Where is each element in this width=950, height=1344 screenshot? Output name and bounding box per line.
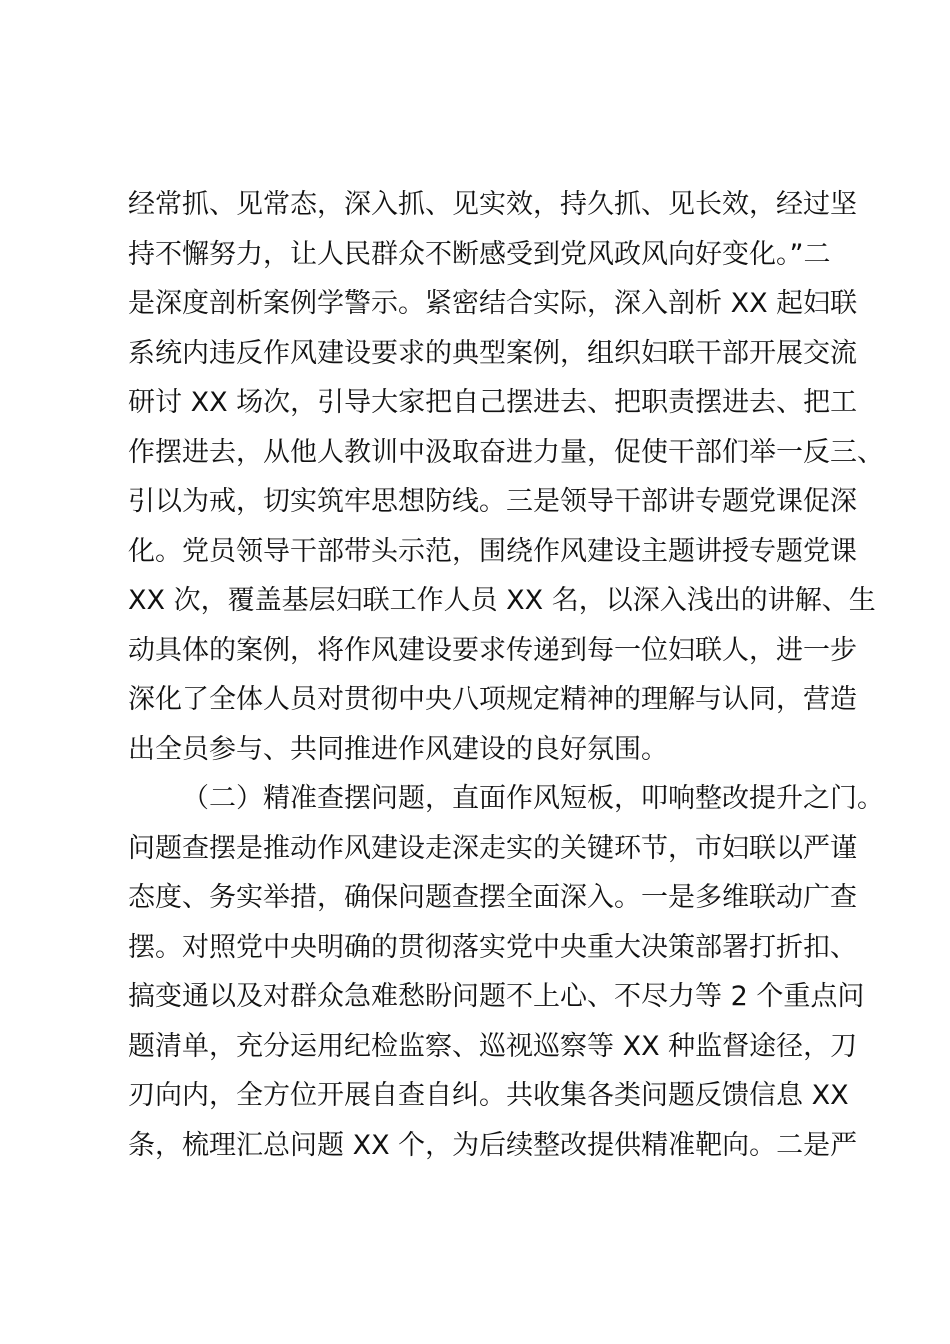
text-line: XX 次，覆盖基层妇联工作人员 XX 名，以深入浅出的讲解、生 <box>128 585 876 616</box>
text-line: 态度、务实举措，确保问题查摆全面深入。一是多维联动广查 <box>128 882 857 913</box>
text-line: 化。党员领导干部带头示范，围绕作风建设主题讲授专题党课 <box>128 535 857 567</box>
text-line: 引以为戒，切实筑牢思想防线。三是领导干部讲专题党课促深 <box>128 486 857 517</box>
paragraph-2 <box>128 774 884 1170</box>
text-line: 刃向内，全方位开展自查自纠。共收集各类问题反馈信息 XX <box>128 1080 849 1111</box>
text-line: 作摆进去，从他人教训中汲取奋进力量，促使干部们举一反三、 <box>128 436 884 468</box>
text-line: 经常抓、见常态，深入抓、见实效，持久抓、见长效，经过坚 <box>128 189 857 220</box>
section-heading: （二）精准查摆问题，直面作风短板，叩响整改提升之门。 <box>182 783 884 814</box>
text-line: 摆。对照党中央明确的贯彻落实党中央重大决策部署打折扣、 <box>128 931 857 963</box>
text-line: 问题查摆是推动作风建设走深走实的关键环节，市妇联以严谨 <box>128 832 857 864</box>
paragraph-1 <box>128 180 884 774</box>
text-line: 搞变通以及对群众急难愁盼问题不上心、不尽力等 2 个重点问 <box>128 981 865 1012</box>
text-line: 深化了全体人员对贯彻中央八项规定精神的理解与认同，营造 <box>128 684 857 715</box>
text-line: 条，梳理汇总问题 XX 个，为后续整改提供精准靶向。二是严 <box>128 1129 858 1161</box>
text-line: 出全员参与、共同推进作风建设的良好氛围。 <box>128 733 668 765</box>
document-body <box>128 180 884 1170</box>
text-line: 题清单，充分运用纪检监察、巡视巡察等 XX 种监督途径，刀 <box>128 1030 858 1062</box>
text-line: 动具体的案例，将作风建设要求传递到每一位妇联人，进一步 <box>128 634 857 666</box>
text-line: 系统内违反作风建设要求的典型案例，组织妇联干部开展交流 <box>128 337 857 369</box>
text-line: 研讨 XX 场次，引导大家把自己摆进去、把职责摆进去、把工 <box>128 387 858 418</box>
text-line: 持不懈努力，让人民群众不断感受到党风政风向好变化。”二 <box>128 238 831 270</box>
text-line: 是深度剖析案例学警示。紧密结合实际，深入剖析 XX 起妇联 <box>128 288 858 319</box>
